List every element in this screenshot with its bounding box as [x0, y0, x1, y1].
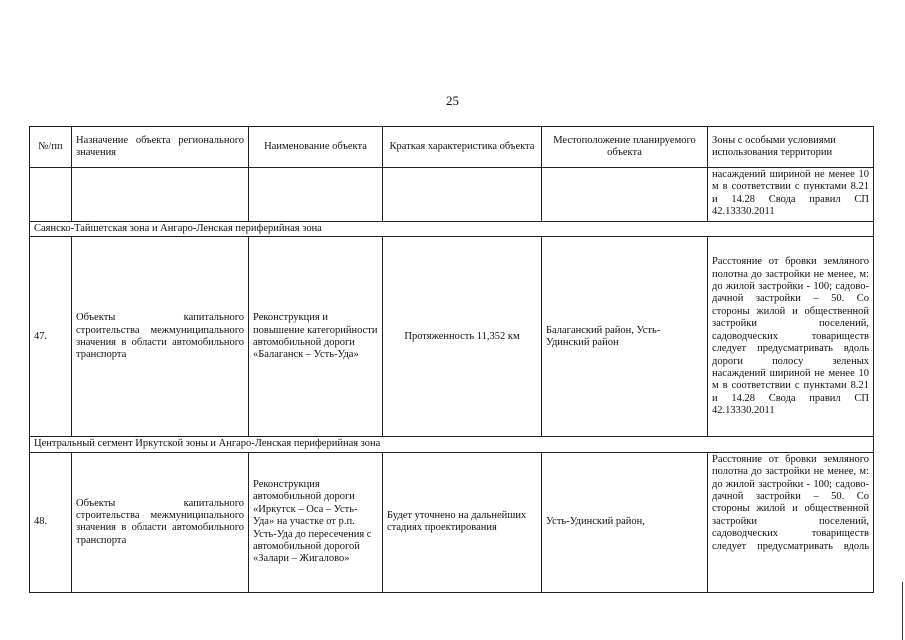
section-row	[30, 437, 874, 452]
cell-purpose: Объекты капитального строительства межмуниципального значения в области автомобильного транспорта	[72, 452, 249, 592]
cell-empty	[30, 168, 72, 222]
cell-zone-continuation: насаждений шириной не менее 10 м в соответствии с пунктами 8.21 и 14.28 Свода правил СП 42.13330.2011	[708, 168, 874, 222]
cell-characteristic: Протяженность 11,352 км	[383, 237, 542, 437]
cell-empty	[383, 168, 542, 222]
cell-empty	[72, 168, 249, 222]
header-characteristic: Краткая характеристика объекта	[383, 127, 542, 168]
table-row-48	[30, 452, 874, 592]
header-zones: Зоны с особыми условиями использования территории	[708, 127, 874, 168]
cell-zone: Расстояние от бровки земляного полотна до застройки не менее, м: до жилой застройки - 100; садово-дачной застройки – 50. Со стороны жилой и общественной застройки поселений, садоводческих товариществ следует предусматривать вдоль	[708, 452, 874, 592]
cell-location: Усть-Удинский район,	[542, 452, 708, 592]
table-header-row	[30, 127, 874, 168]
cell-location: Балаганский район, Усть-Удинский район	[542, 237, 708, 437]
header-purpose: Назначение объекта регионального значения	[72, 127, 249, 168]
cell-empty	[249, 168, 383, 222]
cell-zone: Расстояние от бровки земляного полотна до застройки не менее, м: до жилой застройки - 100; садово-дачной застройки – 50. Со стороны жилой и общественной застройки поселений, садоводческих товариществ следует предусматривать вдоль дороги полосу зеленых насаждений шириной не менее 10 м в соответствии с пунктами 8.21 и 14.28 Свода правил СП 42.13330.2011	[708, 237, 874, 437]
page-number: 25	[446, 93, 459, 108]
header-number: №/пп	[30, 127, 72, 168]
cell-name: Реконструкция и повышение категорийности автомобильной дороги «Балаганск – Усть-Уда»	[249, 237, 383, 437]
scan-edge-line	[902, 582, 903, 640]
table-row-47	[30, 237, 874, 437]
section-title-2: Центральный сегмент Иркутской зоны и Ангаро-Ленская периферийная зона	[30, 437, 874, 452]
cell-number: 47.	[30, 237, 72, 437]
table-row-continuation	[30, 168, 874, 222]
cell-purpose: Объекты капитального строительства межмуниципального значения в области автомобильного транспорта	[72, 237, 249, 437]
objects-table	[29, 126, 874, 593]
cell-characteristic: Будет уточнено на дальнейших стадиях проектирования	[383, 452, 542, 592]
cell-name: Реконструкция автомобильной дороги «Иркутск – Оса – Усть-Уда» на участке от р.п. Усть-Уда до пересечения с автомобильной дорогой «Залари – Жигалово»	[249, 452, 383, 592]
section-row	[30, 222, 874, 237]
cell-number: 48.	[30, 452, 72, 592]
header-location: Местоположение планируемого объекта	[542, 127, 708, 168]
section-title-1: Саянско-Тайшетская зона и Ангаро-Ленская периферийная зона	[30, 222, 874, 237]
cell-empty	[542, 168, 708, 222]
header-name: Наименование объекта	[249, 127, 383, 168]
